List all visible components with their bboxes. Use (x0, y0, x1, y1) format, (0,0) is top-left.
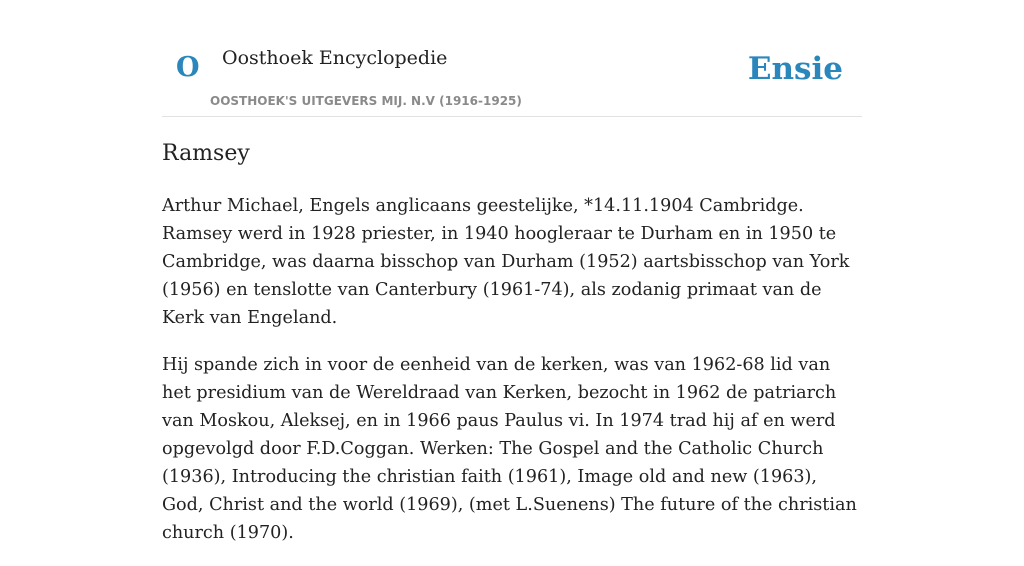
brand-logo[interactable]: Ensie (747, 51, 843, 87)
entry-paragraph: Hij spande zich in voor de eenheid van de kerken, was van 1962-68 lid van het presidium van de Wereldraad van Kerken, bezocht in 1962 de patriarch van Moskou, Aleksej, en in 1966 paus Paulus vi. In 1974 trad hij af en werd opgevolgd door F.D.Coggan. Werken: The Gospel and the Catholic Church (1936), Introducing the christian faith (1961), Image old and new (1963), God, Christ and the world (1969), (met L.Suenens) The future of the christian church (1970). (162, 355, 857, 543)
site-title[interactable]: Oosthoek Encyclopedie (222, 47, 448, 69)
publisher-label: OOSTHOEK'S UITGEVERS MIJ. N.V (1916-1925) (210, 94, 522, 108)
site-logo[interactable]: O (176, 52, 200, 83)
site-header (162, 0, 862, 117)
entry-paragraph: Arthur Michael, Engels anglicaans geestelijke, *14.11.1904 Cambridge. Ramsey werd in 1928 priester, in 1940 hoogleraar te Durham en in 1950 te Cambridge, was daarna bisschop van Durham (1952) aartsbisschop van York (1956) en tenslotte van Canterbury (1961-74), als zodanig primaat van de Kerk van Engeland. (162, 196, 850, 328)
entry-title: Ramsey (162, 141, 250, 166)
entry-body (162, 192, 858, 566)
